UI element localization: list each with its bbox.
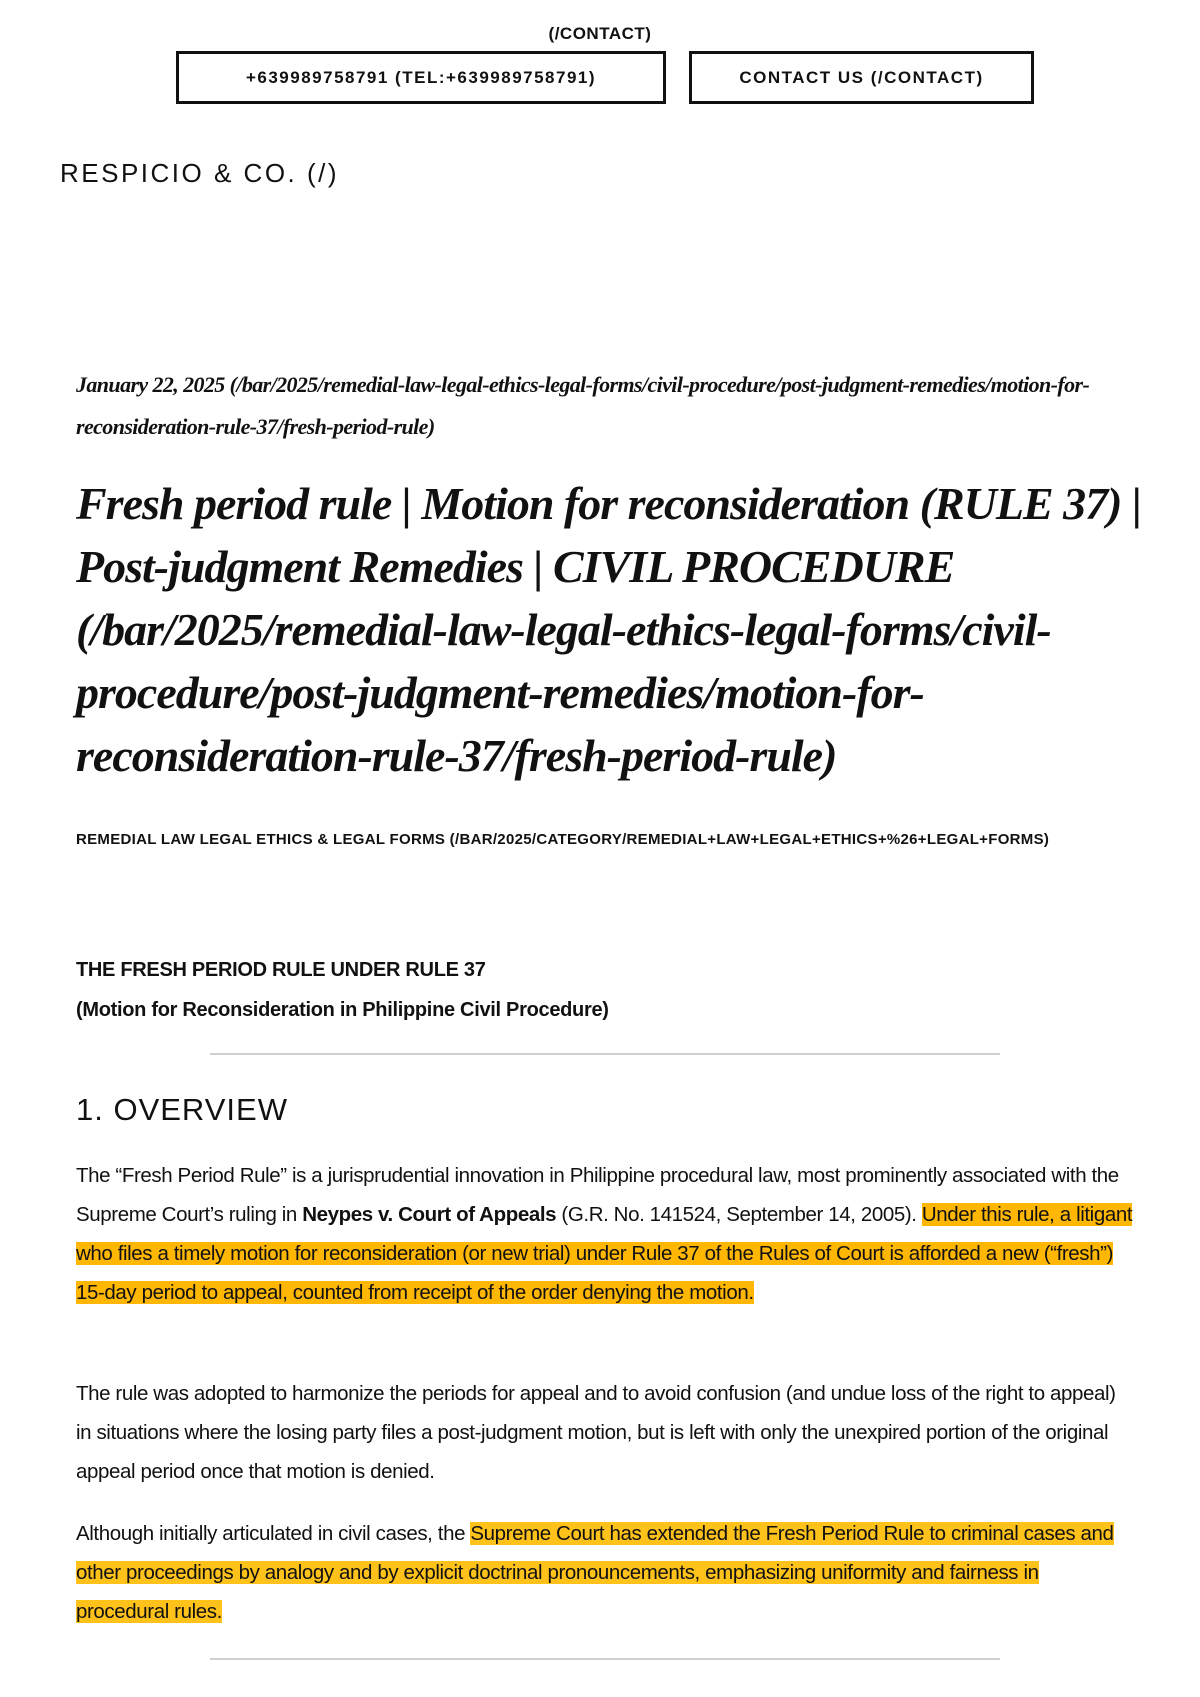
- case-citation: Neypes v. Court of Appeals: [302, 1203, 557, 1226]
- section-heading-overview: 1. OVERVIEW: [76, 1092, 288, 1127]
- article-subheading: [76, 950, 1136, 1030]
- p1-text: The “Fresh Period Rule” is a jurisprudential innovation in Philippine procedural law, most prominently associated with the Supreme Court’s ruling in: [76, 1164, 1119, 1226]
- overview-paragraph-1: [76, 1156, 1136, 1312]
- p1-citation-text: (G.R. No. 141524, September 14, 2005).: [556, 1203, 922, 1226]
- phone-button[interactable]: +639989758791 (TEL:+639989758791): [176, 51, 666, 104]
- section-divider: [210, 1658, 1000, 1660]
- article-title[interactable]: Fresh period rule | Motion for reconsideration (RULE 37) | Post-judgment Remedies | CIVIL PROCEDURE (/bar/2025/remedial-law-legal-ethics-legal-forms/civil-procedure/post-judgment-remedies/motion-for-reconsideration-rule-37/fresh-period-rule): [76, 478, 1142, 781]
- article-date-link[interactable]: January 22, 2025 (/bar/2025/remedial-law-legal-ethics-legal-forms/civil-procedure/post-judgment-remedies/motion-for-reconsideration-rule-37/fresh-period-rule): [76, 372, 1090, 439]
- contact-us-button[interactable]: CONTACT US (/CONTACT): [689, 51, 1034, 104]
- subheading-title: THE FRESH PERIOD RULE UNDER RULE 37: [76, 959, 486, 981]
- brand-logo-link[interactable]: RESPICIO & CO. (/): [60, 158, 340, 188]
- p3-text: Although initially articulated in civil cases, the: [76, 1522, 471, 1545]
- highlighted-text: Under this rule, a litigant who files a timely motion for reconsideration (or new trial) under Rule 37 of the Rules of Court is afforded a new (“fresh”) 15-day period to appeal, counted from receipt of the order denying the motion.: [76, 1203, 1133, 1304]
- top-contact-link[interactable]: (/CONTACT): [548, 24, 652, 43]
- overview-paragraph-3: [76, 1514, 1136, 1631]
- category-link[interactable]: REMEDIAL LAW LEGAL ETHICS & LEGAL FORMS (/BAR/2025/CATEGORY/REMEDIAL+LAW+LEGAL+ETHICS+%26+LEGAL+FORMS): [76, 831, 1050, 848]
- section-divider: [210, 1053, 1000, 1055]
- overview-paragraph-2: The rule was adopted to harmonize the periods for appeal and to avoid confusion (and undue loss of the right to appeal) in situations where the losing party files a post-judgment motion, but is left with only the unexpired portion of the original appeal period once that motion is denied.: [76, 1382, 1116, 1483]
- highlighted-text: Supreme Court has extended the Fresh Period Rule to criminal cases and other proceedings by analogy and by explicit doctrinal pronouncements, emphasizing uniformity and fairness in procedural rules.: [76, 1522, 1114, 1623]
- subheading-subtitle: (Motion for Reconsideration in Philippine Civil Procedure): [76, 999, 609, 1021]
